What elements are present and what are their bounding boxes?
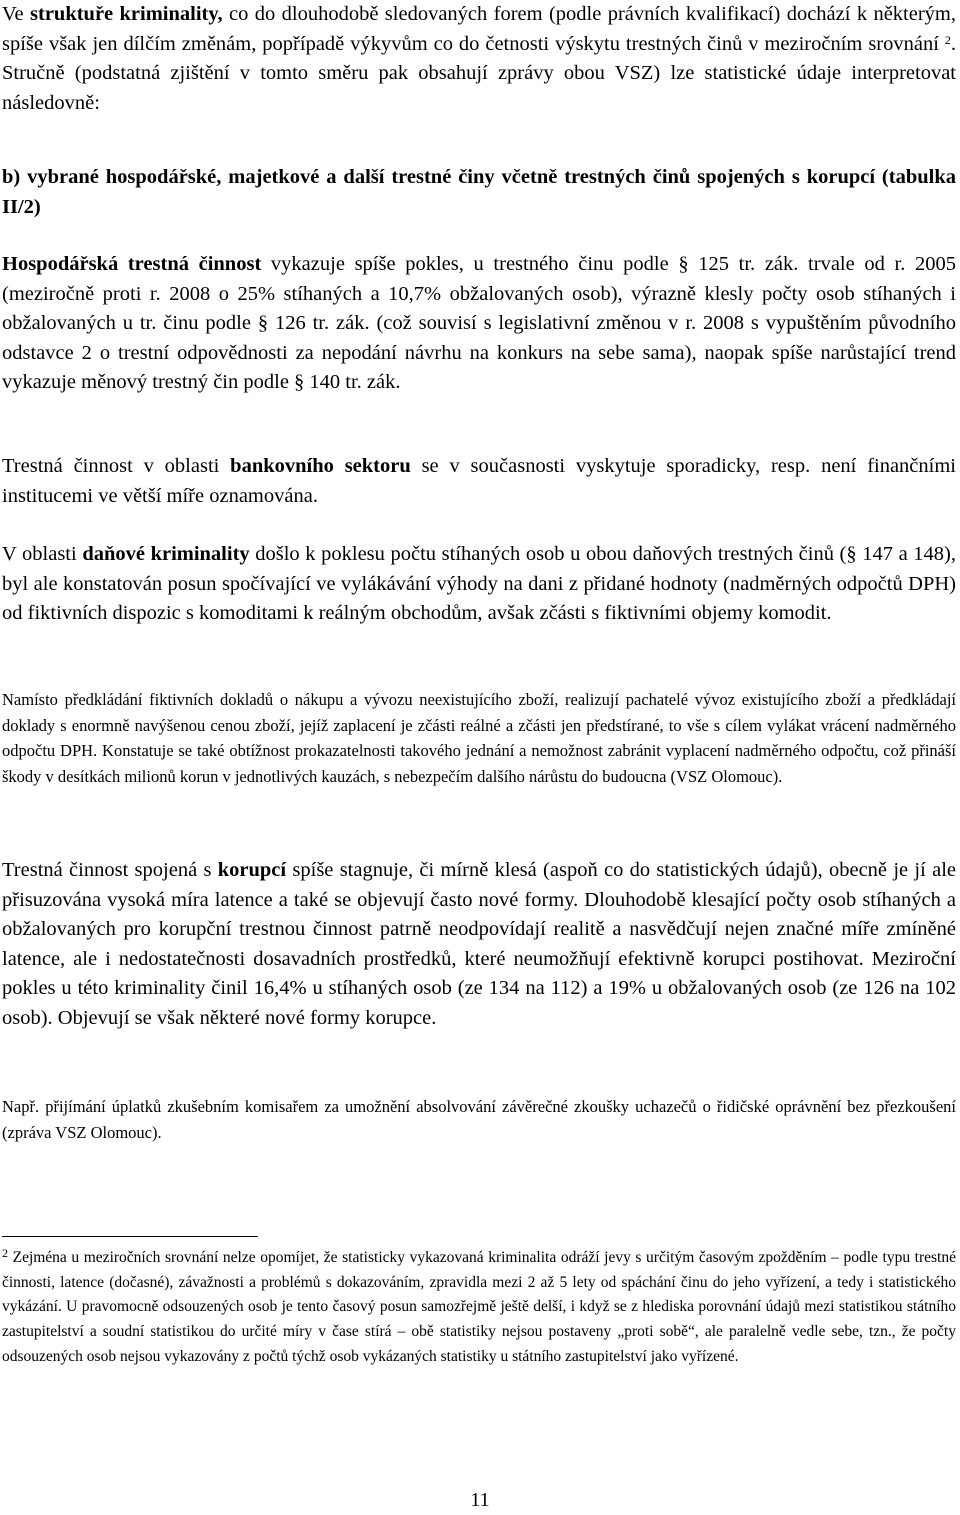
corruption-paragraph: [2, 856, 956, 1033]
intro-text-3: . Stručně (podstatná zjištění v tomto směru pak obsahují zprávy obou VSZ) lze statistické údaje interpretovat následovně:: [2, 32, 956, 114]
tax-crime-paragraph: [2, 540, 956, 629]
footnote: [2, 1246, 956, 1370]
tax-crime-text-2: došlo k poklesu počtu stíhaných osob u obou daňových trestných činů (§ 147 a 148), byl ale konstatován posun spočívající ve vylákávání výhody na dani z přidané hodnoty (nadměrných odpočtů DPH) od fiktivních dispozic s komoditami k reálným obchodům, avšak zčásti s fiktivními objemy komodit.: [2, 543, 956, 624]
footnote-separator: [2, 1236, 258, 1237]
footnote-number: 2: [2, 1246, 8, 1260]
corruption-term: korupcí: [217, 859, 287, 881]
tax-fraud-example-paragraph: Namísto předkládání fiktivních dokladů o nákupu a vývozu neexistujícího zboží, realizují pachatelé vývoz existujícího zboží a předkládají doklady s enormně navýšenou cenou zboží, jejíž zaplacení je zčásti reálné a zčásti jen předstírané, to vše s cílem vylákat vrácení nadměrného odpočtu DPH. Konstatuje se také obtížnost prokazatelnosti takového jednání a nemožnost zabránit vyplacení nadměrného odpočtu, což přináší škody v desítkách milionů korun v jednotlivých kauzách, s nebezpečím dalšího nárůstu do budoucna (VSZ Olomouc).: [2, 690, 956, 786]
intro-bold-term: struktuře kriminality,: [30, 3, 223, 25]
section-heading: [2, 163, 956, 222]
economic-crime-text: vykazuje spíše pokles, u trestného činu podle § 125 tr. zák. trvale od r. 2005 (meziročně proti r. 2008 o 25% stíhaných a 10,7% obžalovaných osob), výrazně klesly počty osob stíhaných i obžalovaných u tr. činu podle § 126 tr. zák. (což souvisí s legislativní změnou v r. 2008 s vypuštěním původního odstavce 2 o trestní odpovědnosti za nepodání návrhu na konkurs na sebe sama), naopak spíše narůstající trend vykazuje měnový trestný čin podle § 140 tr. zák.: [2, 253, 957, 393]
economic-crime-paragraph: [2, 250, 956, 398]
corruption-text-2: spíše stagnuje, či mírně klesá (aspoň co do statistických údajů), obecně je jí ale přisuzována vysoká míra latence a také se objevují často nové formy. Dlouhodobě klesající počty osob stíhaných a obžalovaných pro korupční trestnou činnost patrně neodpovídají realitě a nasvědčují nejen značné míře zmíněné latence, ale i nedostatečnosti dosavadních prostředků, které neumožňují efektivně korupci postihovat. Meziroční pokles u této kriminality činil 16,4% u stíhaných osob (ze 134 na 112) a 19% u obžalovaných osob (ze 126 na 102 osob). Objevují se však některé nové formy korupce.: [2, 859, 956, 1029]
economic-crime-term: Hospodářská trestná činnost: [2, 253, 262, 275]
intro-paragraph: [2, 0, 956, 118]
banking-text-1: Trestná činnost v oblasti: [2, 455, 231, 477]
section-heading-text: b) vybrané hospodářské, majetkové a další trestné činy včetně trestných činů spojených s korupcí (tabulka II/2): [2, 166, 956, 218]
page-number: 11: [470, 1489, 490, 1511]
banking-text-2: se v současnosti vyskytuje sporadicky, resp. není finančními institucemi ve větší míře oznamována.: [2, 455, 956, 507]
corruption-example-paragraph: Např. přijímání úplatků zkušebním komisařem za umožnění absolvování závěrečné zkoušky uchazečů o řidičské oprávnění bez přezkoušení (zpráva VSZ Olomouc).: [2, 1097, 956, 1142]
intro-text-1: Ve: [2, 3, 31, 25]
banking-paragraph: [2, 452, 956, 511]
footnote-reference[interactable]: 2: [944, 32, 951, 47]
footnote-text: Zejména u meziročních srovnání nelze opomíjet, že statisticky vykazovaná kriminalita odráží jevy s určitým časovým zpožděním – podle typu trestné činnosti, latence (dočasné), závažnosti a problémů s dokazováním, zpravidla mezi 2 až 5 lety od spáchání činu do jeho vyřízení, a tedy i statistického vykázání. U pravomocně odsouzených osob je tento časový posun samozřejmě ještě delší, i když se z hlediska porovnání údajů mezi statistikou státního zastupitelství a soudní statistikou do určité míry v čase stírá – obě statistiky nejsou postaveny „proti sobě“, ale paralelně vedle sebe, tzn., že počty odsouzených osob nejsou vykazovány z počtů týchž osob vykázaných statistiky u státního zastupitelství jako vyřízené.: [2, 1249, 956, 1365]
intro-text-2: co do dlouhodobě sledovaných forem (podle právních kvalifikací) dochází k některým, spíše však jen dílčím změnám, popřípadě výkyvům co do četnosti výskytu trestných činů v meziročním srovnání: [2, 3, 956, 55]
tax-crime-text-1: V oblasti: [2, 543, 83, 565]
corruption-text-1: Trestná činnost spojená s: [2, 859, 218, 881]
tax-crime-term: daňové kriminality: [82, 543, 250, 565]
banking-term: bankovního sektoru: [230, 455, 411, 477]
